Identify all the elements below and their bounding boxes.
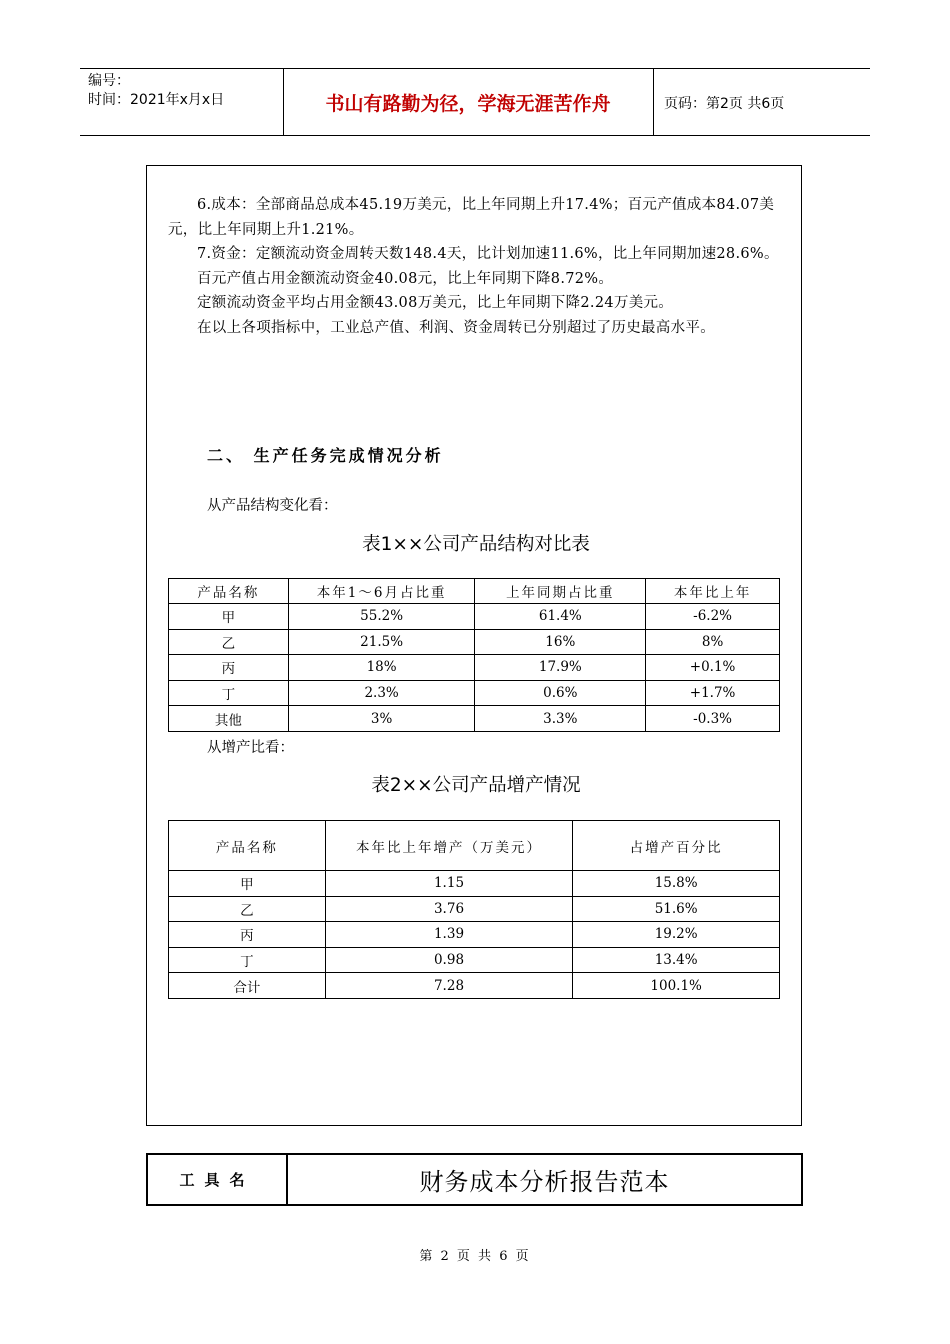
table-header-cell: 本年比上年增产（万美元） — [325, 821, 573, 871]
table-cell: 18% — [288, 655, 475, 681]
table1-title: 表1××公司产品结构对比表 — [362, 534, 590, 555]
table-cell: 丁 — [169, 947, 326, 973]
table-cell: 2.3% — [288, 680, 475, 706]
table-cell: 16% — [475, 629, 646, 655]
table-row — [169, 871, 780, 897]
table-cell: 100.1% — [573, 973, 780, 999]
table-cell: 19.2% — [573, 922, 780, 948]
table-cell: 丙 — [169, 655, 289, 681]
table-cell: 51.6% — [573, 896, 780, 922]
table-cell: 3% — [288, 706, 475, 732]
table-cell: 7.28 — [325, 973, 573, 999]
table-cell: 21.5% — [288, 629, 475, 655]
header-page-number: 页码：第2页 共6页 — [664, 96, 785, 112]
product-increase-table — [168, 820, 780, 999]
paragraph-funds-per-hundred: 百元产值占用金额流动资金40.08元，比上年同期下降8.72%。 — [197, 270, 614, 287]
table-cell: +1.7% — [646, 680, 780, 706]
table-row — [169, 604, 780, 630]
table-cell: 55.2% — [288, 604, 475, 630]
table-cell: 3.76 — [325, 896, 573, 922]
tool-label: 工具名 — [148, 1155, 288, 1204]
table-cell: 1.15 — [325, 871, 573, 897]
table-cell: 丙 — [169, 922, 326, 948]
lead-structure: 从产品结构变化看： — [207, 498, 338, 514]
table2-title: 表2××公司产品增产情况 — [371, 775, 581, 796]
product-structure-table — [168, 578, 780, 732]
table-row — [169, 706, 780, 732]
table-cell: 15.8% — [573, 871, 780, 897]
table-cell: 甲 — [169, 604, 289, 630]
table-row — [169, 655, 780, 681]
table-cell: +0.1% — [646, 655, 780, 681]
table-cell: 8% — [646, 629, 780, 655]
tool-name-box — [146, 1153, 803, 1206]
table-row — [169, 973, 780, 999]
table-header-cell: 上年同期占比重 — [475, 579, 646, 604]
table-cell: 其他 — [169, 706, 289, 732]
table-cell: 13.4% — [573, 947, 780, 973]
header-motto: 书山有路勤为径，学海无涯苦作舟 — [325, 92, 611, 115]
table-header-cell: 产品名称 — [169, 579, 289, 604]
table-cell: 合计 — [169, 973, 326, 999]
paragraph-cost: 6.成本：全部商品总成本45.19万美元，比上年同期上升17.4%；百元产值成本84.07美元，比上年同期上升1.21%。 — [168, 197, 775, 238]
table-cell: 61.4% — [475, 604, 646, 630]
body-text — [168, 193, 784, 341]
table-cell: 甲 — [169, 871, 326, 897]
paragraph-summary: 在以上各项指标中，工业总产值、利润、资金周转已分别超过了历史最高水平。 — [197, 319, 715, 336]
table-cell: 乙 — [169, 629, 289, 655]
table-cell: 0.6% — [475, 680, 646, 706]
table-header-row — [169, 579, 780, 604]
table-cell: -0.3% — [646, 706, 780, 732]
page-footer: 第 2 页 共 6 页 — [419, 1249, 531, 1264]
table-header-cell: 占增产百分比 — [573, 821, 780, 871]
code-label: 编号： — [88, 73, 130, 89]
table-cell: 3.3% — [475, 706, 646, 732]
section-title: 二、 生产任务完成情况分析 — [207, 446, 444, 465]
table-cell: 乙 — [169, 896, 326, 922]
table-cell: 1.39 — [325, 922, 573, 948]
header-meta — [88, 72, 224, 110]
paragraph-avg-funds: 定额流动资金平均占用金额43.08万美元，比上年同期下降2.24万美元。 — [197, 295, 674, 312]
header-divider — [653, 68, 654, 136]
table-header-cell: 本年1～6月占比重 — [288, 579, 475, 604]
time-label: 时间：2021年x月x日 — [88, 92, 225, 108]
table-row — [169, 896, 780, 922]
table-cell: 0.98 — [325, 947, 573, 973]
table-row — [169, 922, 780, 948]
table-header-cell: 产品名称 — [169, 821, 326, 871]
table-cell: 丁 — [169, 680, 289, 706]
table-row — [169, 680, 780, 706]
table-header-row — [169, 821, 780, 871]
table-row — [169, 629, 780, 655]
lead-increase: 从增产比看： — [207, 740, 294, 756]
paragraph-funds: 7.资金：定额流动资金周转天数148.4天，比计划加速11.6%，比上年同期加速28.6%。 — [197, 246, 779, 263]
table-header-cell: 本年比上年 — [646, 579, 780, 604]
table-cell: -6.2% — [646, 604, 780, 630]
tool-name: 财务成本分析报告范本 — [419, 1168, 670, 1196]
table-cell: 17.9% — [475, 655, 646, 681]
table-row — [169, 947, 780, 973]
